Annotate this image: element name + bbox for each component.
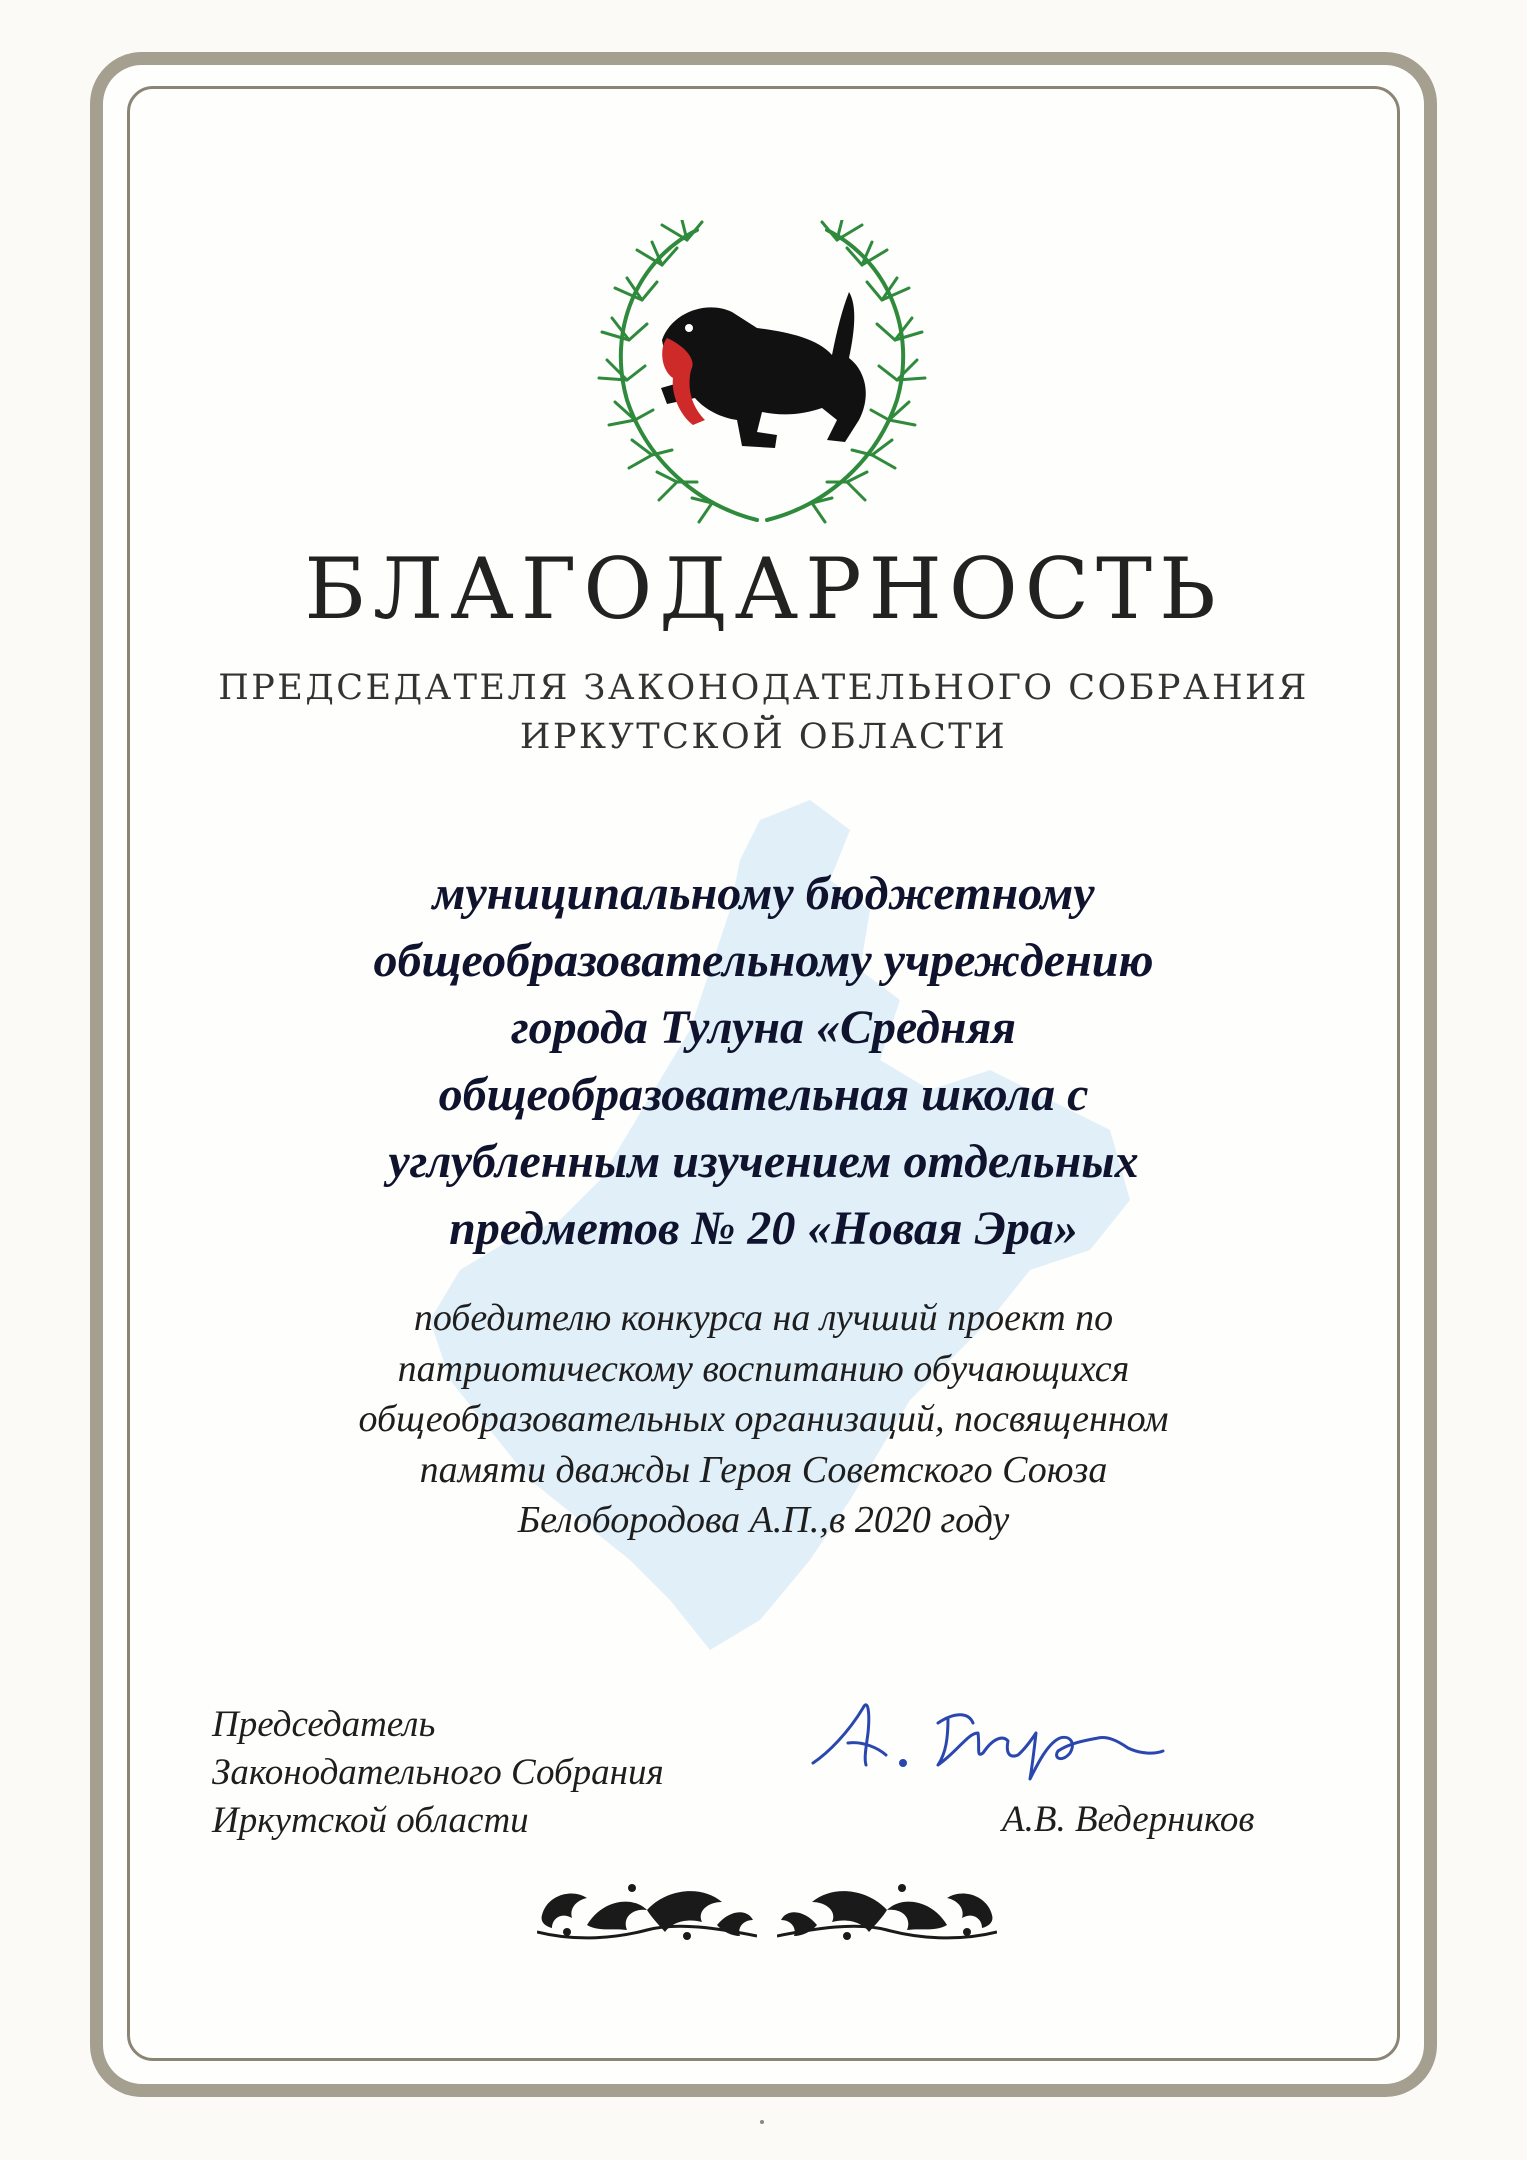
recipient-line: предметов № 20 «Новая Эра» bbox=[449, 1202, 1078, 1255]
recipient-line: муниципальному бюджетному bbox=[432, 867, 1095, 920]
document-subtitle-line2: ИРКУТСКОЙ ОБЛАСТИ bbox=[519, 717, 1008, 757]
signatory-position-line: Иркутской области bbox=[212, 1800, 529, 1841]
recipient-line: общеобразовательному учреждению bbox=[373, 934, 1154, 987]
handwritten-signature bbox=[808, 1693, 1168, 1783]
reason-line: победителю конкурса на лучший проект по bbox=[413, 1297, 1114, 1339]
document-subtitle-line1: ПРЕДСЕДАТЕЛЯ ЗАКОНОДАТЕЛЬНОГО СОБРАНИЯ bbox=[218, 668, 1309, 708]
signatory-position-line: Законодательного Собрания bbox=[212, 1752, 664, 1793]
recipient-line: города Тулуна «Средняя bbox=[510, 1001, 1017, 1054]
signatory-name: А.В. Ведерников bbox=[1002, 1799, 1255, 1840]
signatory-position bbox=[212, 1701, 664, 1845]
signatory-position-line: Председатель bbox=[212, 1704, 436, 1745]
reason-line: патриотическому воспитанию обучающихся bbox=[397, 1347, 1130, 1390]
recipient-block bbox=[200, 860, 1327, 1262]
floral-ornament-icon bbox=[537, 1870, 757, 1945]
floral-ornament-icon bbox=[777, 1870, 997, 1945]
document-title: БЛАГОДАРНОСТЬ bbox=[304, 540, 1223, 638]
recipient-line: общеобразовательная школа с bbox=[438, 1068, 1089, 1121]
reason-line: памяти дважды Героя Советского Союза bbox=[419, 1448, 1108, 1491]
reason-line: общеобразовательных организаций, посвященном bbox=[358, 1398, 1169, 1440]
reason-block bbox=[200, 1293, 1327, 1546]
speck bbox=[760, 2120, 764, 2124]
irkutsk-emblem-icon bbox=[587, 220, 937, 530]
recipient-line: углубленным изучением отдельных bbox=[388, 1135, 1139, 1188]
reason-line: Белобородова А.П.,в 2020 году bbox=[517, 1499, 1010, 1541]
